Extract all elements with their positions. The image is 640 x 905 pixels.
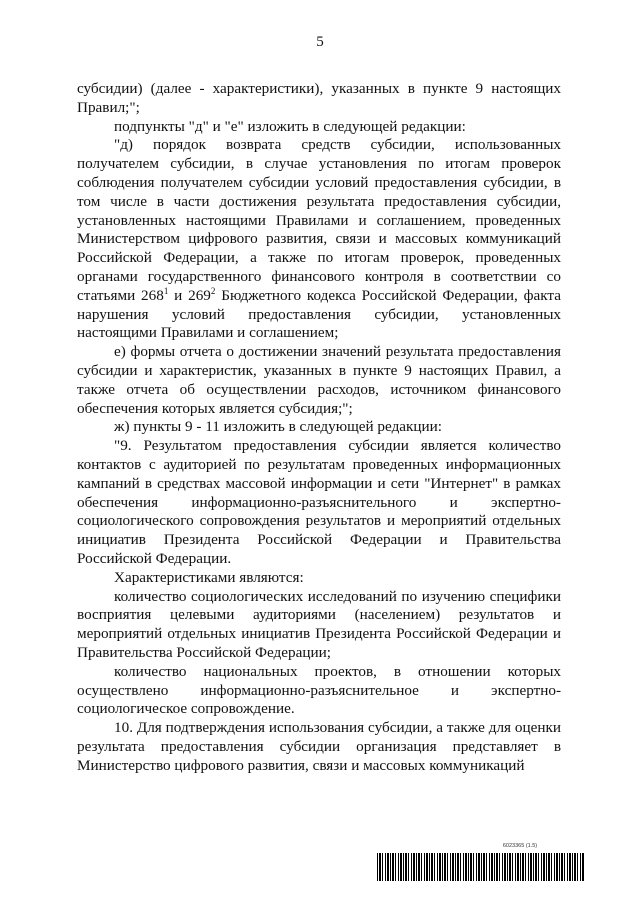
paragraph-item-e: е) формы отчета о достижении значений результата предоставления субсидии и характеристик, указанных в пункте 9 настоящих Правил, а также отчета об осуществлении расходов, источником финансового обеспечения которых является субсидия;"; — [77, 343, 561, 417]
barcode — [377, 853, 584, 881]
paragraph-continuation: субсидии) (далее - характеристики), указанных в пункте 9 настоящих Правил;"; — [77, 80, 561, 116]
paragraph-item-d — [77, 136, 561, 343]
footnote-sup-1: 1 — [163, 285, 169, 296]
paragraph-item-zh: ж) пункты 9 - 11 изложить в следующей редакции: — [114, 418, 443, 436]
paragraph-characteristics-heading: Характеристиками являются: — [114, 568, 304, 586]
item-d-text-b: и 269 — [168, 286, 211, 304]
page-number: 5 — [316, 34, 324, 50]
footnote-sup-2: 2 — [210, 285, 216, 296]
paragraph-subitems-intro: подпункты "д" и "е" изложить в следующей редакции: — [114, 117, 466, 135]
document-id: 6023365 (1.5) — [502, 843, 538, 849]
paragraph-point-10: 10. Для подтверждения использования субсидии, а также для оценки результата предоставления субсидии организация представляет в Министерство цифрового развития, связи и массовых коммуникаций — [77, 719, 561, 774]
paragraph-point-9: "9. Результатом предоставления субсидии является количество контактов с аудиторией по результатам проведенных информационных кампаний в средствах массовой информации и сети "Интернет" в рамках обеспечения информационно-разъяснительного и экспертно-социологического сопровождения результатов и мероприятий отдельных инициатив Президента Российской Федерации и Правительства Российской Федерации. — [77, 437, 561, 567]
item-d-text-a: "д) порядок возврата средств субсидии, использованных получателем субсидии, в случае установления по итогам проверок соблюдения получателем субсидии условий предоставления субсидии, в том числе в части достижения результата предоставления субсидии, установленных настоящими Правилами и соглашением, проведенных Министерством цифрового развития, связи и массовых коммуникаций Российской Федерации, а также по итогам проверок, проведенных органами государственного финансового контроля в соответствии со статьями 268 — [77, 136, 561, 304]
document-body — [77, 80, 561, 775]
item-d-text-c: Бюджетного кодекса Российской Федерации, факта нарушения условий предоставления субсидии, установленных настоящими Правилами и соглашением; — [77, 286, 561, 342]
paragraph-characteristic-1: количество социологических исследований по изучению специфики восприятия целевыми аудиториями (населением) результатов и мероприятий отдельных инициатив Президента Российской Федерации и Правительства Российской Федерации; — [77, 587, 561, 661]
paragraph-characteristic-2: количество национальных проектов, в отношении которых осуществлено информационно-разъяснительное и экспертно-социологическое сопровождение. — [77, 662, 561, 718]
